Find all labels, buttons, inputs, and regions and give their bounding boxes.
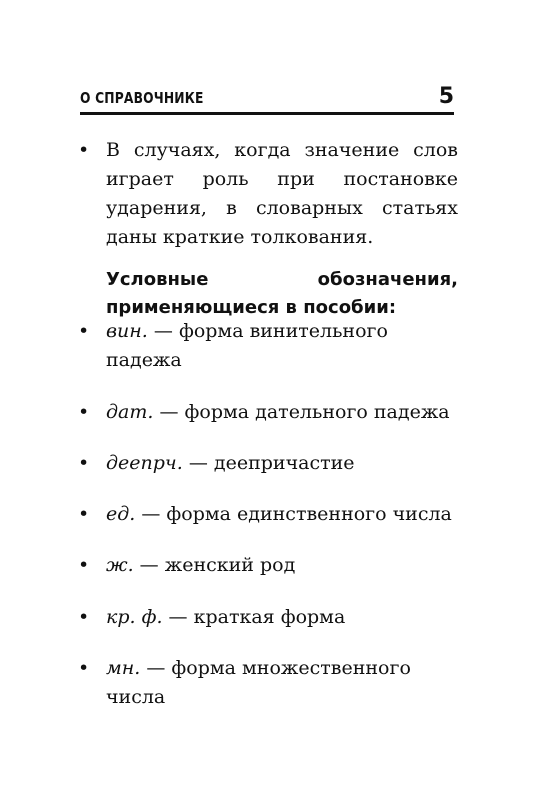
legend-dash: — bbox=[133, 554, 165, 576]
legend-item bbox=[106, 317, 388, 375]
legend-item bbox=[106, 398, 450, 427]
legend-heading: Условные обозначения, применяющиеся в пособии: bbox=[106, 269, 458, 318]
legend-description-continued: падежа bbox=[106, 349, 182, 371]
legend-description: форма винительного bbox=[178, 320, 388, 342]
legend-dash: — bbox=[140, 657, 172, 679]
running-header bbox=[80, 76, 454, 115]
legend-item-marker: • bbox=[78, 657, 90, 679]
legend-description: краткая форма bbox=[193, 606, 346, 628]
intro-text: В случаях, когда значение слов играет роль при постановке ударения, в словарных статьях даны краткие толкования. bbox=[106, 139, 458, 248]
legend-description: женский род bbox=[164, 554, 296, 576]
legend-dash: — bbox=[162, 606, 194, 628]
legend-item-marker: • bbox=[78, 452, 90, 474]
legend-abbreviation: ж. bbox=[106, 554, 134, 576]
legend-item bbox=[106, 500, 452, 529]
legend-abbreviation: мн. bbox=[106, 657, 141, 679]
legend-item-marker: • bbox=[78, 503, 90, 525]
legend-dash: — bbox=[135, 503, 167, 525]
legend-description: форма дательного падежа bbox=[184, 401, 450, 423]
legend-item-marker: • bbox=[78, 401, 90, 423]
legend-abbreviation: деепрч. bbox=[106, 452, 183, 474]
legend-abbreviation: кр. ф. bbox=[106, 606, 163, 628]
page-number: 5 bbox=[438, 84, 454, 109]
legend-dash: — bbox=[182, 452, 214, 474]
legend-description: форма множественного bbox=[171, 657, 411, 679]
legend-dash: — bbox=[153, 401, 185, 423]
legend-abbreviation: дат. bbox=[106, 401, 154, 423]
legend-description-continued: числа bbox=[106, 686, 166, 708]
legend-item-marker: • bbox=[78, 320, 90, 342]
legend-item bbox=[106, 603, 345, 632]
legend-item bbox=[106, 654, 411, 712]
legend-description: деепричастие bbox=[213, 452, 355, 474]
legend-abbreviation: ед. bbox=[106, 503, 136, 525]
legend-abbreviation: вин. bbox=[106, 320, 148, 342]
legend-item-marker: • bbox=[78, 606, 90, 628]
legend-description: форма единственного числа bbox=[166, 503, 452, 525]
legend-item bbox=[106, 449, 355, 478]
legend-item bbox=[106, 551, 295, 580]
intro-bullet-marker: • bbox=[78, 139, 90, 161]
legend-dash: — bbox=[147, 320, 179, 342]
legend-item-marker: • bbox=[78, 554, 90, 576]
section-title: О СПРАВОЧНИКЕ bbox=[80, 89, 204, 107]
